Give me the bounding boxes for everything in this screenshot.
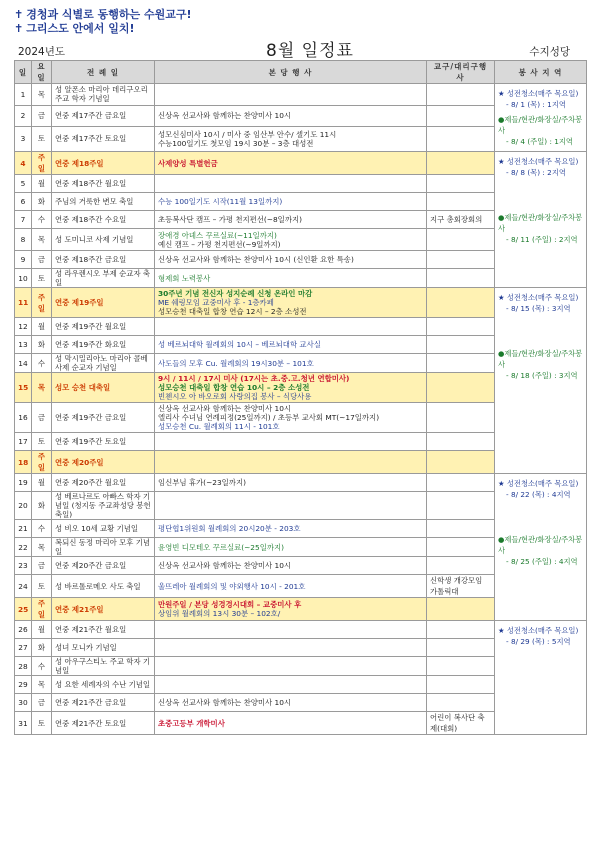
table-row [15,474,587,492]
day-cell: 12 [15,318,32,336]
col-header-region: 교구/대리구행사 [427,61,495,84]
motto-line [14,22,192,36]
event-cell [155,152,427,175]
table-row [15,84,587,106]
region-event-cell [427,251,495,269]
day-cell: 6 [15,193,32,211]
col-header-volunteer: 봉 사 지 역 [495,61,587,84]
volunteer-line: ★ 성전청소(매주 목요일) [498,626,579,635]
weekday-cell: 화 [32,193,52,211]
event-cell [155,105,427,126]
region-event-cell [427,84,495,106]
weekday-cell: 주일 [32,152,52,175]
volunteer-line: ★ 성전청소(매주 목요일) [498,89,579,98]
volunteer-line: - 8/ 4 (주일) : 1지역 [506,137,573,146]
event-line: ME 쉐링모임 교중미사 후 - 1층카페 [158,298,274,307]
liturgy-cell: 연중 제19주간 월요일 [52,318,155,336]
event-line: 임신부님 휴가(~23일까지) [158,478,246,487]
liturgy-cell: 성 알폰소 마리아 데리구오리 주교 학자 기념일 [52,84,155,106]
liturgy-cell: 성 라우렌시오 부제 순교자 축일 [52,269,155,288]
table-row [15,152,587,175]
region-event-cell [427,373,495,403]
col-header-dow: 요일 [32,61,52,84]
event-cell [155,557,427,575]
weekday-cell: 화 [32,336,52,354]
day-cell: 17 [15,433,32,451]
event-cell [155,520,427,538]
day-cell: 29 [15,676,32,694]
liturgy-cell: 성녀 모니카 기념일 [52,639,155,657]
liturgy-cell: 연중 제19주간 토요일 [52,433,155,451]
region-event-cell [427,288,495,318]
weekday-cell: 주일 [32,598,52,621]
event-line: 성모신심미사 10시 / 미사 중 임산부 안수/ 셀기도 11시 [158,129,337,139]
day-cell: 15 [15,373,32,403]
weekday-cell: 목 [32,676,52,694]
liturgy-cell: 성 아우구스티노 주교 학자 기념일 [52,657,155,676]
event-cell [155,318,427,336]
liturgy-cell: 연중 제21주간 금요일 [52,694,155,712]
day-cell: 3 [15,126,32,151]
region-event-cell [427,193,495,211]
weekday-cell: 토 [32,269,52,288]
region-event-cell [427,676,495,694]
weekday-cell: 목 [32,84,52,106]
liturgy-cell: 연중 제21주간 월요일 [52,621,155,639]
region-event-cell [427,336,495,354]
volunteer-line: - 8/ 29 (목) : 5지역 [506,637,571,646]
weekday-cell: 금 [32,403,52,433]
liturgy-cell: 연중 제18주일 [52,152,155,175]
region-event-cell [427,152,495,175]
volunteer-line: ★ 성전청소(매주 목요일) [498,293,579,302]
region-event-cell [427,229,495,251]
weekday-cell: 목 [32,373,52,403]
event-line: 성 베르뇌대학 월례회의 10시 – 베르뇌대학 교사실 [158,340,321,349]
region-event-cell [427,403,495,433]
weekday-cell: 금 [32,105,52,126]
liturgy-cell: 연중 제18주간 금요일 [52,251,155,269]
event-line: 빈첸시오 아 바오로회 사랑의집 봉사 – 식당사용 [158,392,312,401]
volunteer-line: ●제들/현관/화장실/주차봉사 [498,535,583,555]
weekday-cell: 월 [32,621,52,639]
region-event-cell [427,175,495,193]
liturgy-cell: 성 비오 10세 교황 기념일 [52,520,155,538]
liturgy-cell: 연중 제17주간 금요일 [52,105,155,126]
day-cell: 9 [15,251,32,269]
volunteer-line: - 8/ 8 (목) : 2지역 [506,168,566,177]
weekday-cell: 토 [32,712,52,735]
region-event-cell [427,639,495,657]
weekday-cell: 금 [32,557,52,575]
event-line: 평단협1위원회 월례회의 20시20분 - 203호 [158,524,301,533]
volunteer-line: - 8/ 25 (주일) : 4지역 [506,557,578,566]
day-cell: 19 [15,474,32,492]
weekday-cell: 금 [32,251,52,269]
volunteer-cell [495,621,587,735]
event-cell [155,492,427,520]
liturgy-cell: 성 도미니코 사제 기념일 [52,229,155,251]
liturgy-cell: 연중 제19주간 화요일 [52,336,155,354]
event-line: 신상옥 선교사와 함께하는 찬양미사 10시 [158,404,292,413]
year-label: 2024년도 [18,46,66,58]
day-cell: 30 [15,694,32,712]
day-cell: 10 [15,269,32,288]
region-event-cell [427,318,495,336]
weekday-cell: 토 [32,126,52,151]
schedule-table [14,60,587,735]
volunteer-cell [495,288,587,474]
region-event-cell [427,657,495,676]
weekday-cell: 수 [32,520,52,538]
day-cell: 7 [15,211,32,229]
weekday-cell: 화 [32,639,52,657]
liturgy-cell: 성모 승천 대축일 [52,373,155,403]
volunteer-line: - 8/ 15 (목) : 3지역 [506,304,571,313]
motto-text: 그리스도 안에서 일치! [26,22,135,35]
event-cell [155,433,427,451]
event-cell [155,193,427,211]
cross-icon: ✝ [14,22,24,35]
volunteer-line: ●제들/현관/화장실/주차봉사 [498,115,583,135]
region-event-cell [427,474,495,492]
event-line: 엘리사 수녀님 연례피정(25일까지) / 초등부 교사회 MT(~17일까지) [158,413,380,422]
day-cell: 16 [15,403,32,433]
event-line: 사제양성 특별헌금 [158,158,218,168]
volunteer-line: ★ 성전청소(매주 목요일) [498,479,579,488]
motto-text: 경청과 식별로 동행하는 수원교구! [26,8,192,21]
event-line: 수능100일기도 첫모임 19시 30분 – 3층 대성전 [158,138,314,148]
event-cell [155,712,427,735]
weekday-cell: 토 [32,575,52,598]
weekday-cell: 화 [32,492,52,520]
event-line: 신상옥 선교사와 함께하는 찬양미사 10시 [158,561,292,570]
event-cell [155,251,427,269]
day-cell: 28 [15,657,32,676]
region-event-cell [427,621,495,639]
weekday-cell: 주일 [32,451,52,474]
region-event-cell [427,269,495,288]
event-cell [155,126,427,151]
day-cell: 31 [15,712,32,735]
liturgy-cell: 성 요한 세례자의 수난 기념일 [52,676,155,694]
liturgy-cell: 연중 제17주간 토요일 [52,126,155,151]
liturgy-cell: 성 바르톨로메오 사도 축일 [52,575,155,598]
table-row [15,288,587,318]
weekday-cell: 월 [32,318,52,336]
event-line: 초등복사단 캠프 – 가평 천지편선(~8일까지) [158,215,302,224]
liturgy-cell: 연중 제18주간 월요일 [52,175,155,193]
event-cell [155,336,427,354]
volunteer-line: ★ 성전청소(매주 목요일) [498,157,579,166]
volunteer-cell [495,474,587,621]
col-header-event: 본 당 행 사 [155,61,427,84]
weekday-cell: 월 [32,474,52,492]
day-cell: 20 [15,492,32,520]
weekday-cell: 수 [32,211,52,229]
event-cell [155,694,427,712]
volunteer-line: - 8/ 11 (주일) : 2지역 [506,235,578,244]
liturgy-cell: 연중 제20주간 금요일 [52,557,155,575]
day-cell: 18 [15,451,32,474]
event-cell [155,175,427,193]
liturgy-cell: 성 막시밀리아노 마리아 콜베 사제 순교자 기념일 [52,354,155,373]
region-event-cell: 어린이 복사단 축제(대회) [427,712,495,735]
weekday-cell: 금 [32,694,52,712]
event-cell [155,474,427,492]
region-event-cell [427,492,495,520]
event-line: 만원주일 / 본당 성경경시대회 – 교중미사 후 [158,600,302,609]
event-cell [155,354,427,373]
table-body [15,84,587,735]
liturgy-cell: 주님의 거룩한 변모 축일 [52,193,155,211]
liturgy-cell: 성 베르나르도 아빠스 학자 기념일 (청지동 주교좌성당 봉헌 축일) [52,492,155,520]
weekday-cell: 수 [32,354,52,373]
liturgy-cell: 연중 제21주일 [52,598,155,621]
event-line: 성모승천 대축일 합창 연습 12시 – 2층 소성전 [158,307,307,316]
weekday-cell: 목 [32,229,52,251]
liturgy-cell: 연중 제19주간 금요일 [52,403,155,433]
day-cell: 22 [15,538,32,557]
event-cell [155,211,427,229]
table-row [15,621,587,639]
volunteer-line: ●제들/현관/화장실/주차봉사 [498,349,583,369]
day-cell: 4 [15,152,32,175]
motto-line [14,8,192,22]
event-line: 30주년 기념 전신자 성지순례 신청 온라인 마감 [158,289,313,298]
day-cell: 21 [15,520,32,538]
mottos [14,8,192,36]
volunteer-line: ●제들/현관/화장실/주차봉사 [498,213,583,233]
region-event-cell [427,538,495,557]
liturgy-cell: 연중 제19주일 [52,288,155,318]
event-line: 9시 / 11시 / 17시 미사 (17시는 초.중.고.청년 연합미사) [158,374,350,383]
weekday-cell: 수 [32,657,52,676]
event-cell [155,451,427,474]
event-line: 울뜨레아 월례회의 및 야외행사 10시 - 201호 [158,581,306,591]
event-cell [155,373,427,403]
liturgy-cell: 연중 제20주간 월요일 [52,474,155,492]
event-cell [155,575,427,598]
liturgy-cell: 연중 제21주간 토요일 [52,712,155,735]
event-cell [155,538,427,557]
col-header-day: 일 [15,61,32,84]
event-cell [155,269,427,288]
weekday-cell: 주일 [32,288,52,318]
event-line: 형제회 노력봉사 [158,273,211,283]
volunteer-line: - 8/ 18 (주일) : 3지역 [506,371,578,380]
weekday-cell: 토 [32,433,52,451]
event-line: 예신 캠프 – 가평 천지편선(~9일까지) [158,239,281,249]
event-line: 초중고등부 개학미사 [158,718,225,728]
region-event-cell [427,694,495,712]
volunteer-cell [495,152,587,288]
event-line: 성모승천 Cu. 월례회의 11시 - 101호 [158,422,280,431]
weekday-cell: 목 [32,538,52,557]
event-cell [155,403,427,433]
page-header [14,40,586,60]
day-cell: 23 [15,557,32,575]
event-line: 성모승천 대축일 합창 연습 10시 – 2층 소성전 [158,383,310,392]
region-event-cell: 신학생 개강모임 가톨릭대 [427,575,495,598]
event-line: 신상옥 선교사와 함께하는 찬양미사 10시 (신인환 요한 특송) [158,255,354,264]
region-event-cell [427,354,495,373]
event-line: 장애경 아녜스 꾸르실료(~11일까지) [158,230,277,240]
region-event-cell: 지구 총회장회의 [427,211,495,229]
region-event-cell [427,598,495,621]
liturgy-cell: 복되신 동정 마리아 모후 기념일 [52,538,155,557]
table-header-row [15,61,587,84]
event-cell [155,639,427,657]
region-event-cell [427,557,495,575]
region-event-cell [427,433,495,451]
region-event-cell [427,126,495,151]
event-cell [155,598,427,621]
event-cell [155,84,427,106]
event-line: 사도들의 모후 Cu. 월례회의 19시30분 – 101호 [158,358,314,368]
day-cell: 14 [15,354,32,373]
weekday-cell: 월 [32,175,52,193]
region-event-cell [427,520,495,538]
day-cell: 1 [15,84,32,106]
event-cell [155,676,427,694]
event-line: 윤영빈 디모테오 꾸르실료(~25일까지) [158,542,285,552]
event-cell [155,621,427,639]
volunteer-line: - 8/ 1 (목) : 1지역 [506,100,566,109]
day-cell: 25 [15,598,32,621]
event-line: 신상옥 선교사와 함께하는 찬양미사 10시 [158,111,292,121]
event-cell [155,657,427,676]
day-cell: 8 [15,229,32,251]
day-cell: 27 [15,639,32,657]
day-cell: 11 [15,288,32,318]
col-header-feast: 전 례 일 [52,61,155,84]
event-cell [155,229,427,251]
event-line: 신상옥 선교사와 함께하는 찬양미사 10시 [158,698,292,707]
day-cell: 13 [15,336,32,354]
parish-name: 수지성당 [529,46,570,58]
volunteer-line: - 8/ 22 (목) : 4지역 [506,490,571,499]
region-event-cell [427,105,495,126]
day-cell: 2 [15,105,32,126]
day-cell: 24 [15,575,32,598]
liturgy-cell: 연중 제20주일 [52,451,155,474]
region-event-cell [427,451,495,474]
liturgy-cell: 연중 제18주간 수요일 [52,211,155,229]
day-cell: 26 [15,621,32,639]
event-line: 상임위 월례회의 13시 30분 – 102호/ [158,609,281,618]
cross-icon: ✝ [14,8,24,21]
page-title: 8월 일정표 [260,36,360,62]
event-line: 수능 100일기도 시작(11월 13일까지) [158,197,283,206]
day-cell: 5 [15,175,32,193]
event-cell [155,288,427,318]
volunteer-cell [495,84,587,152]
